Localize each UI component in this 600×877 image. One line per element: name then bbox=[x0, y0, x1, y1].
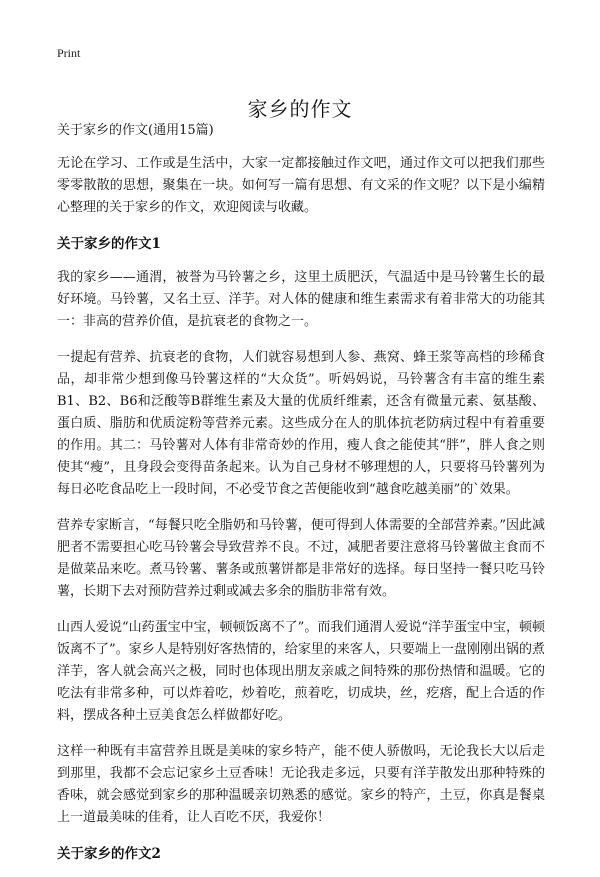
section-heading: 关于家乡的作文1 bbox=[57, 236, 161, 252]
section-paragraph: 我的家乡——通渭，被誉为马铃薯之乡，这里土质肥沃，气温适中是马铃薯生长的最好环境。马铃薯，又名土豆、洋芋。对人体的健康和维生素需求有着非常大的功能其一：非高的营养价值，是抗衰老的食物之一。 bbox=[57, 270, 545, 329]
section-paragraph: 山西人爱说“山药蛋宝中宝，顿顿饭离不了”。而我们通渭人爱说“洋芋蛋宝中宝，顿顿饭离不了”。家乡人是特别好客热情的，给家里的来客人，只要端上一盘刚刚出锅的煮洋芋，客人就会高兴之极，同时也体现出朋友亲戚之间特殊的那份热情和温暖。它的吃法有非常多种，可以炸着吃，炒着吃，煎着吃，切成块，丝，疙瘩，配上合适的作料，摆成各种土豆美食怎么样做都好吃。 bbox=[57, 620, 545, 723]
intro-paragraph: 无论在学习、工作或是生活中，大家一定都接触过作文吧，通过作文可以把我们那些零零散散的思想，聚集在一块。如何写一篇有思想、有文采的作文呢？以下是小编精心整理的关于家乡的作文，欢迎阅读与收藏。 bbox=[57, 156, 545, 215]
page-title: 家乡的作文 bbox=[247, 97, 353, 122]
print-label: Print bbox=[57, 46, 81, 60]
section-paragraph: 营养专家断言，“每餐只吃全脂奶和马铃薯，便可得到人体需要的全部营养素。”因此减肥者不需要担心吃马铃薯会导致营养不良。不过，减肥者要注意将马铃薯做主食而不是做菜品来吃。煮马铃薯、薯条或煎薯饼都是非常好的选择。每日坚持一餐只吃马铃薯，长期下去对预防营养过剩或减去多余的脂肪非常有效。 bbox=[57, 518, 545, 599]
section-paragraph: 一提起有营养、抗衰老的食物，人们就容易想到人参、燕窝、蜂王浆等高档的珍稀食品，却非常少想到像马铃薯这样的“大众货”。听妈妈说，马铃薯含有丰富的维生素B1、B2、B6和泛酸等B群维生素及大量的优质纤维素，还含有微量元素、氨基酸、蛋白质、脂肪和优质淀粉等营养元素。这些成分在人的肌体抗老防病过程中有着重要的作用。其二：马铃薯对人体有非常奇妙的作用，瘦人食之能使其“胖”，胖人食之则使其“瘦”，且身段会变得苗条起来。认为自己身材不够理想的人，只要将马铃薯列为每日必吃食品吃上一段时间，不必受节食之苦便能收到“越食吃越美丽”的`效果。 bbox=[57, 350, 545, 497]
section-paragraph: 这样一种既有丰富营养且既是美味的家乡特产，能不使人骄傲吗，无论我长大以后走到那里，我都不会忘记家乡土豆香味！无论我走多远，只要有洋芋散发出那种特殊的香味，就会感觉到家乡的那种温暖亲切熟悉的感觉。家乡的特产，土豆，你真是餐桌上一道最美味的佳肴，让人百吃不厌，我爱你！ bbox=[57, 744, 545, 825]
article-subtitle: 关于家乡的作文(通用15篇) bbox=[57, 123, 214, 138]
article-body bbox=[57, 120, 545, 877]
section-heading: 关于家乡的作文2 bbox=[57, 846, 161, 862]
